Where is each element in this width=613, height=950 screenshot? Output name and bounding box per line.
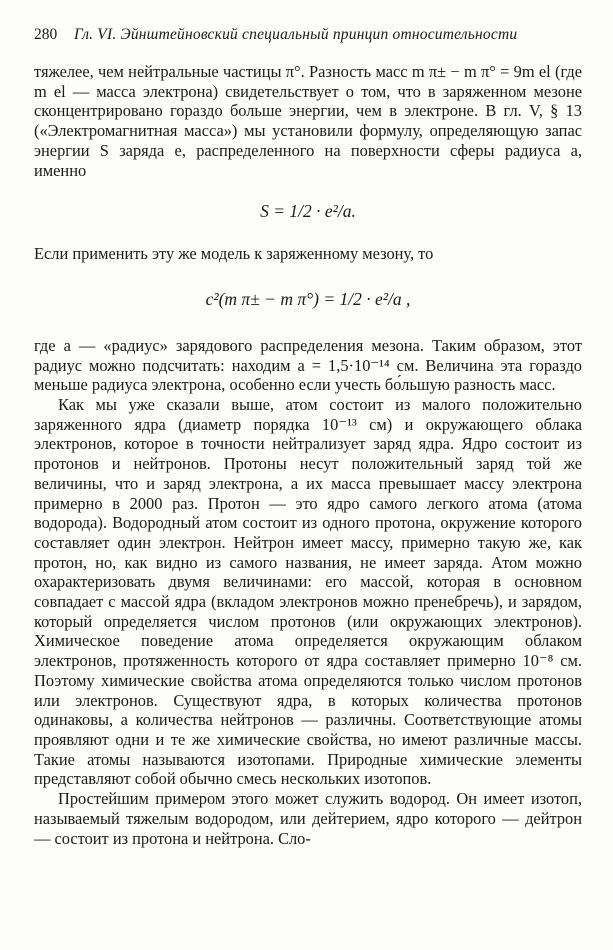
formula-meson-text: c²(m π± − m π°) = 1/2 · e²/a , [205, 289, 411, 310]
paragraph-5: Простейшим примером этого может служить водород. Он имеет изотоп, называемый тяжелым водородом, или дейтерием, ядро которого — дейтрон — состоит из протона и нейтрона. Сло- [34, 789, 582, 848]
paragraph-2: Если применить эту же модель к заряженному мезону, то [34, 244, 434, 264]
running-title: Гл. VI. Эйнштейновский специальный принцип относительности [74, 26, 518, 43]
formula-energy [34, 180, 582, 244]
page-number: 280 [34, 26, 58, 43]
page-header [34, 26, 574, 48]
body-text [34, 62, 582, 848]
paragraph-3: где a — «радиус» зарядового распределения мезона. Таким образом, этот радиус можно подсчитать: находим a = 1,5·10⁻¹⁴ см. Величина эта гораздо меньше радиуса электрона, особенно если учесть бо́льшую разность масс. [34, 335, 582, 395]
formula-meson [34, 264, 582, 336]
paragraph-4: Как мы уже сказали выше, атом состоит из малого положительно заряженного ядра (диаметр порядка 10⁻¹³ см) и окружающего облака электронов, которое в точности нейтрализует заряд ядра. Ядро состоит из протонов и нейтронов. Протоны несут положительный заряд той же величины, что и заряд электрона, а их масса превышает массу электрона примерно в 2000 раз. Протон — это ядро самого легкого атома (атома водорода). Водородный атом состоит из одного протона, окружение которого составляет один электрон. Нейтрон имеет массу, примерно такую же, как протон, но, как видно из самого названия, не имеет заряда. Атом можно охарактеризовать двумя величинами: его массой, которая в основном совпадает с массой ядра (вкладом электронов можно пренебречь), и зарядом, который определяется числом протонов (или окружающих электронов). Химическое поведение атома определяется окружающим облаком электронов, протяженность которого от ядра составляет примерно 10⁻⁸ см. Поэтому химические свойства атома определяются только числом протонов или электронов. Существуют ядра, в которых количества протонов одинаковы, а количества нейтронов — различны. Соответствующие атомы проявляют одни и те же химические свойства, но имеют различные массы. Такие атомы называются изотопами. Природные химические элементы представляют собой обычно смесь нескольких изотопов. [34, 395, 582, 789]
paragraph-1: тяжелее, чем нейтральные частицы π°. Разность масс m π± − m π° = 9m el (где m el — масса электрона) свидетельствует о том, что в заряженном мезоне сконцентрировано гораздо больше энергии, чем в электроне. В гл. V, § 13 («Электромагнитная масса») мы установили формулу, определяющую запас энергии S заряда e, распределенного на поверхности сферы радиуса a, именно [34, 62, 582, 180]
formula-energy-text: S = 1/2 · e²/a. [260, 201, 356, 222]
